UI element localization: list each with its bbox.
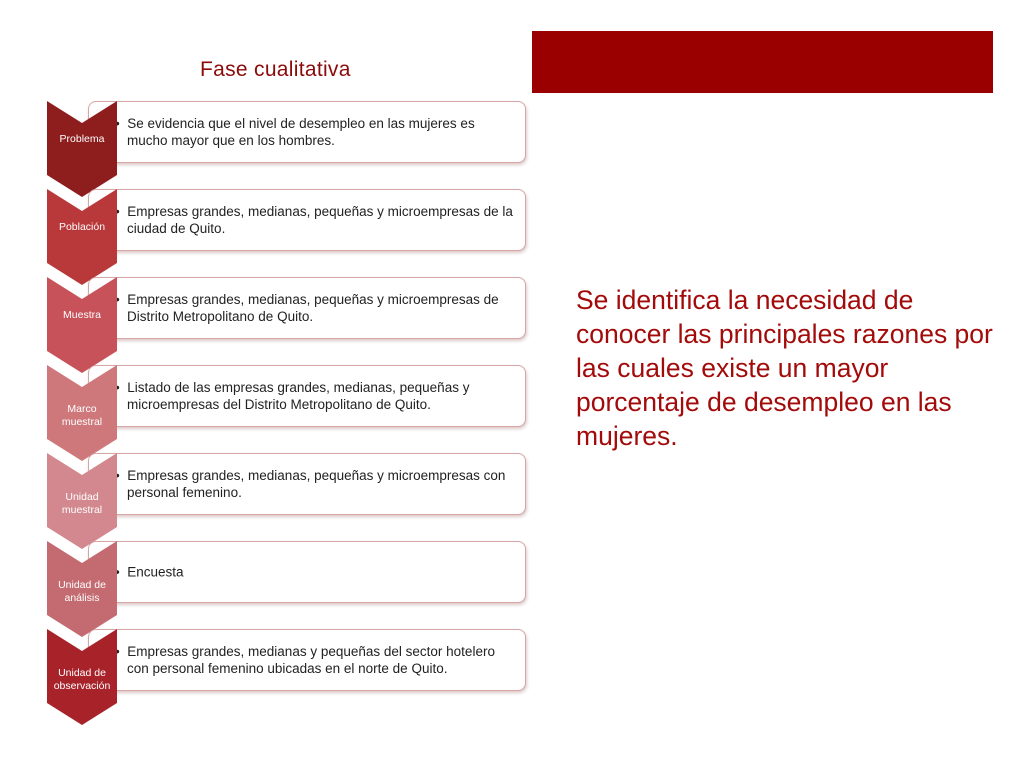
step-text: • Se evidencia que el nivel de desempleo en las mujeres es mucho mayor que en los hombres. bbox=[115, 115, 515, 149]
chevron-shape bbox=[47, 541, 117, 637]
step-text: • Empresas grandes, medianas, pequeñas y microempresas con personal femenino. bbox=[115, 467, 515, 501]
slide-title: Fase cualitativa bbox=[200, 58, 351, 81]
step-unidad-muestral bbox=[0, 453, 540, 553]
step-label: Marco muestral bbox=[61, 403, 103, 428]
step-label: Población bbox=[58, 221, 106, 233]
step-box bbox=[88, 541, 526, 603]
step-box bbox=[88, 365, 526, 427]
step-label: Unidad muestral bbox=[61, 491, 103, 516]
step-unidad-observacion bbox=[0, 629, 540, 729]
step-box bbox=[88, 189, 526, 251]
step-label: Unidad de análisis bbox=[58, 579, 106, 604]
step-marco-muestral bbox=[0, 365, 540, 465]
header-banner bbox=[532, 31, 993, 93]
step-muestra bbox=[0, 277, 540, 377]
step-poblacion bbox=[0, 189, 540, 289]
chevron-shape bbox=[47, 629, 117, 725]
step-text: • Empresas grandes, medianas, pequeñas y microempresas de Distrito Metropolitano de Quito. bbox=[115, 291, 515, 325]
chevron-shape bbox=[47, 453, 117, 549]
step-text: • Encuesta bbox=[115, 564, 515, 581]
step-text: • Empresas grandes, medianas y pequeñas del sector hotelero con personal femenino ubicadas en el norte de Quito. bbox=[115, 643, 515, 677]
chevron-shape bbox=[47, 101, 117, 197]
chevron-shape bbox=[47, 365, 117, 461]
conclusion-text: Se identifica la necesidad de conocer las principales razones por las cuales existe un mayor porcentaje de desempleo en las mujeres. bbox=[576, 285, 993, 451]
chevron-shape bbox=[47, 277, 117, 373]
step-label: Unidad de observación bbox=[53, 667, 111, 692]
step-text: • Listado de las empresas grandes, medianas, pequeñas y microempresas del Distrito Metropolitano de Quito. bbox=[115, 379, 515, 413]
step-box bbox=[88, 277, 526, 339]
step-box bbox=[88, 629, 526, 691]
step-problema bbox=[0, 101, 540, 201]
step-label: Problema bbox=[59, 133, 105, 145]
step-box bbox=[88, 101, 526, 163]
step-label: Muestra bbox=[63, 309, 101, 321]
step-box bbox=[88, 453, 526, 515]
step-text: • Empresas grandes, medianas, pequeñas y microempresas de la ciudad de Quito. bbox=[115, 203, 515, 237]
chevron-shape bbox=[47, 189, 117, 285]
step-unidad-analisis bbox=[0, 541, 540, 641]
